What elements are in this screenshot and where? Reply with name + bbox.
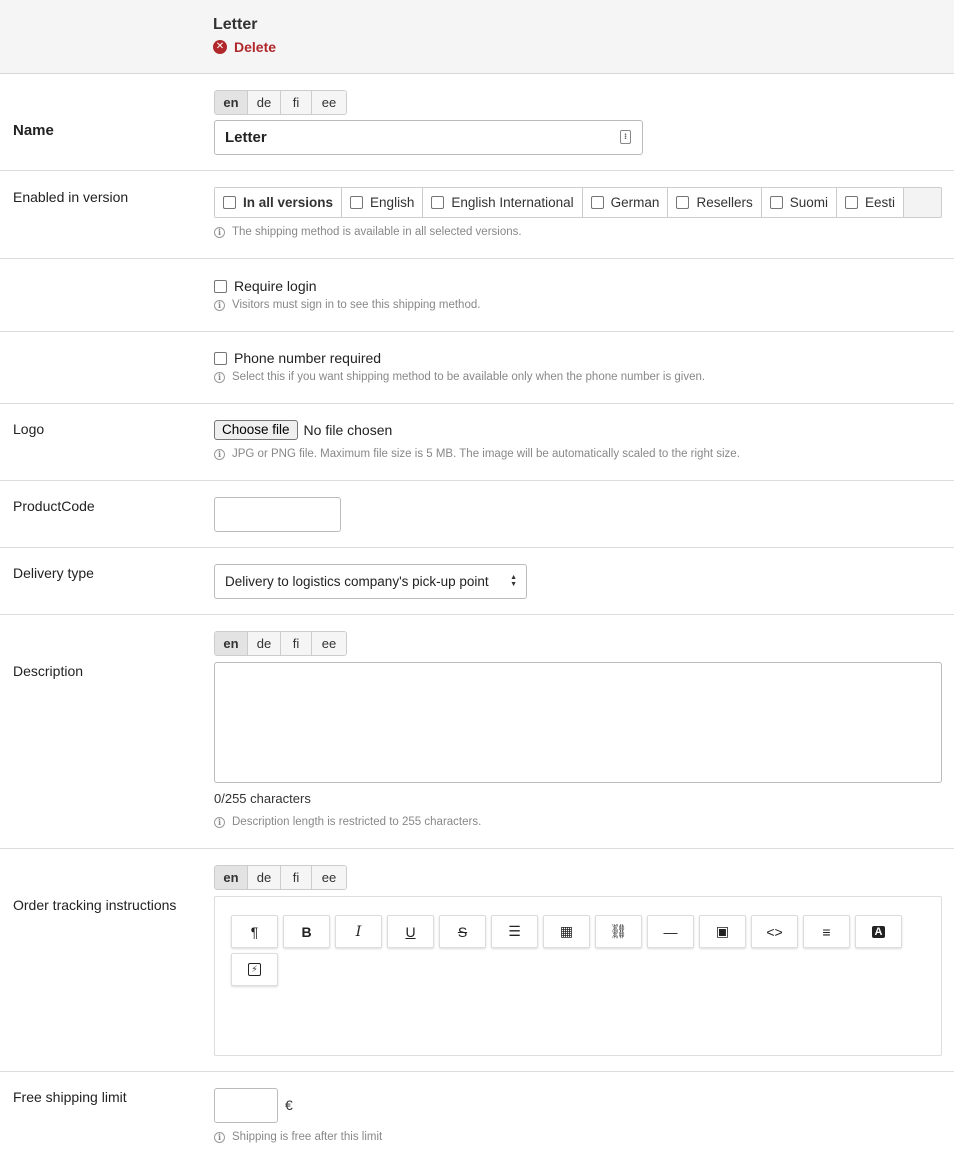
- phone-required-hint: [214, 371, 705, 383]
- name-label: Name: [13, 122, 54, 139]
- version-english-international[interactable]: [423, 188, 582, 217]
- enabled-hint: [214, 226, 522, 238]
- name-language-tabs: [214, 90, 347, 115]
- version-german[interactable]: [583, 188, 669, 217]
- description-language-tabs: [214, 631, 347, 656]
- version-suomi[interactable]: [762, 188, 837, 217]
- product-code-row: [0, 481, 954, 548]
- version-english[interactable]: [342, 188, 423, 217]
- logo-file-input: [214, 420, 392, 440]
- delete-label: Delete: [234, 39, 277, 55]
- underline-button[interactable]: [387, 915, 434, 948]
- checkbox[interactable]: [676, 196, 689, 209]
- info-icon: i: [214, 817, 225, 828]
- table-button[interactable]: [543, 915, 590, 948]
- name-value: Letter: [225, 129, 267, 146]
- versions-group: [214, 187, 942, 218]
- tab-ee[interactable]: ee: [312, 91, 346, 114]
- logo-hint: [214, 448, 740, 460]
- version-label: In all versions: [243, 195, 334, 210]
- version-all[interactable]: [215, 188, 342, 217]
- link-icon: ⛓: [609, 923, 628, 939]
- code-button[interactable]: [751, 915, 798, 948]
- paragraph-icon: ¶: [250, 923, 259, 940]
- translate-icon[interactable]: ⁝: [620, 130, 631, 144]
- close-circle-icon: ✕: [213, 40, 227, 54]
- version-eesti[interactable]: [837, 188, 904, 217]
- paragraph-button[interactable]: [231, 915, 278, 948]
- hint-text: Visitors must sign in to see this shipping method.: [232, 299, 481, 311]
- align-button[interactable]: [803, 915, 850, 948]
- description-label: Description: [13, 663, 84, 679]
- select-arrows-icon: ▲ ▼: [510, 574, 517, 588]
- version-label: Eesti: [865, 195, 896, 210]
- tab-fi[interactable]: fi: [281, 866, 312, 889]
- list-icon: ☰: [508, 923, 521, 939]
- info-icon: i: [214, 372, 225, 383]
- logo-row: [0, 404, 954, 481]
- image-button[interactable]: [699, 915, 746, 948]
- require-login-checkbox[interactable]: [214, 278, 317, 294]
- version-label: English: [370, 195, 415, 210]
- link-button[interactable]: [595, 915, 642, 948]
- delete-button[interactable]: [213, 39, 276, 55]
- require-login-hint: [214, 299, 480, 311]
- tab-en[interactable]: en: [215, 866, 248, 889]
- phone-required-row: [0, 332, 954, 404]
- enabled-label: Enabled in version: [13, 189, 129, 205]
- delivery-type-label: Delivery type: [13, 565, 94, 581]
- page-title: Letter: [213, 16, 258, 33]
- tab-fi[interactable]: fi: [281, 632, 312, 655]
- html-button[interactable]: [231, 953, 278, 986]
- checkbox[interactable]: [214, 352, 227, 365]
- free-shipping-label: Free shipping limit: [13, 1089, 127, 1105]
- italic-icon: I: [355, 923, 362, 940]
- name-input[interactable]: [214, 120, 643, 155]
- table-icon: ▦: [559, 923, 574, 939]
- version-label: German: [610, 195, 660, 210]
- currency-symbol: €: [285, 1097, 293, 1113]
- image-icon: ▣: [715, 923, 730, 939]
- tab-de[interactable]: de: [248, 91, 281, 114]
- editor-toolbar: [231, 915, 911, 986]
- info-icon: i: [214, 1132, 225, 1143]
- tab-en[interactable]: en: [215, 91, 248, 114]
- free-shipping-input[interactable]: [214, 1088, 278, 1123]
- html-icon: ⚡: [248, 963, 260, 976]
- horizontal-rule-icon: —: [663, 923, 678, 940]
- phone-required-checkbox[interactable]: [214, 350, 381, 366]
- hint-text: Shipping is free after this limit: [232, 1131, 383, 1143]
- font-color-button[interactable]: [855, 915, 902, 948]
- choose-file-button[interactable]: Choose file: [214, 420, 298, 440]
- font-color-icon: A: [872, 926, 886, 938]
- checkbox[interactable]: [214, 280, 227, 293]
- description-textarea[interactable]: [214, 662, 942, 783]
- version-label: Suomi: [789, 195, 828, 210]
- strikethrough-button[interactable]: [439, 915, 486, 948]
- info-icon: i: [214, 300, 225, 311]
- order-tracking-label: Order tracking instructions: [13, 897, 177, 913]
- align-icon: ≡: [822, 923, 831, 940]
- tab-de[interactable]: de: [248, 866, 281, 889]
- hint-text: JPG or PNG file. Maximum file size is 5 MB. The image will be automatically scaled to the right size.: [232, 448, 740, 460]
- tab-en[interactable]: en: [215, 632, 248, 655]
- require-login-row: [0, 259, 954, 332]
- strikethrough-icon: S: [457, 923, 468, 940]
- product-code-input[interactable]: [214, 497, 341, 532]
- info-icon: i: [214, 227, 225, 238]
- page-header: [0, 0, 954, 74]
- code-icon: <>: [766, 923, 783, 940]
- delivery-type-value: Delivery to logistics company's pick-up point: [225, 574, 489, 589]
- description-hint: [214, 816, 481, 828]
- list-button[interactable]: [491, 915, 538, 948]
- phone-required-label: Phone number required: [234, 350, 382, 366]
- checkbox[interactable]: [223, 196, 236, 209]
- version-label: English International: [451, 195, 574, 210]
- description-counter: 0/255 characters: [214, 791, 311, 806]
- underline-icon: U: [405, 923, 416, 940]
- checkbox[interactable]: [350, 196, 363, 209]
- bold-button[interactable]: [283, 915, 330, 948]
- hint-text: The shipping method is available in all selected versions.: [232, 226, 522, 238]
- tab-de[interactable]: de: [248, 632, 281, 655]
- free-shipping-row: [0, 1072, 954, 1151]
- hint-text: Description length is restricted to 255 characters.: [232, 816, 482, 828]
- file-status: No file chosen: [303, 422, 393, 438]
- italic-button[interactable]: [335, 915, 382, 948]
- delivery-type-select[interactable]: [214, 564, 527, 599]
- checkbox[interactable]: [431, 196, 444, 209]
- tab-ee[interactable]: ee: [312, 866, 346, 889]
- version-label: Resellers: [696, 195, 753, 210]
- hint-text: Select this if you want shipping method to be available only when the phone number is given.: [232, 371, 706, 383]
- tab-fi[interactable]: fi: [281, 91, 312, 114]
- tab-ee[interactable]: ee: [312, 632, 346, 655]
- checkbox[interactable]: [591, 196, 604, 209]
- bold-icon: B: [301, 923, 312, 940]
- product-code-label: ProductCode: [13, 498, 95, 514]
- order-tracking-language-tabs: [214, 865, 347, 890]
- checkbox[interactable]: [770, 196, 783, 209]
- horizontal-rule-button[interactable]: [647, 915, 694, 948]
- logo-label: Logo: [13, 421, 45, 437]
- checkbox[interactable]: [845, 196, 858, 209]
- require-login-label: Require login: [234, 278, 317, 294]
- rich-text-editor[interactable]: [214, 896, 942, 1056]
- info-icon: i: [214, 449, 225, 460]
- free-shipping-hint: [214, 1131, 382, 1143]
- version-resellers[interactable]: [668, 188, 761, 217]
